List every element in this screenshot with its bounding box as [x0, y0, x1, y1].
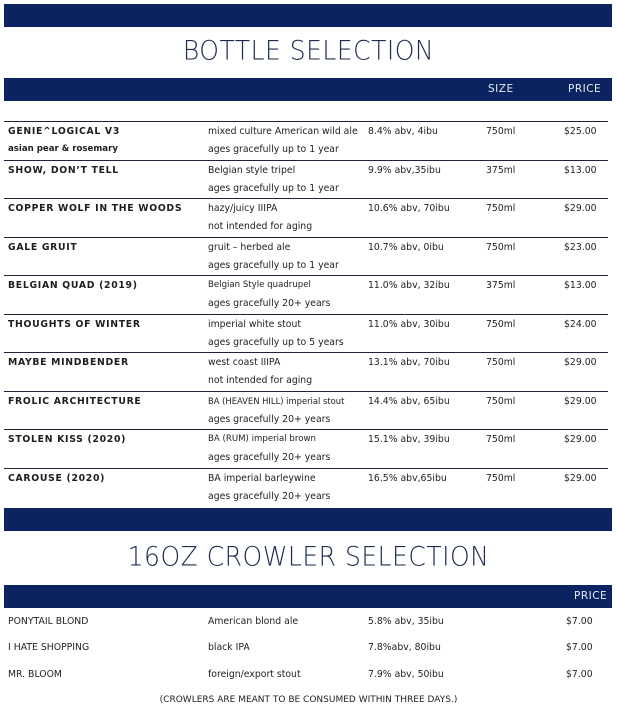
beer-price: $29.00 [564, 434, 597, 445]
beer-price: $7.00 [566, 616, 593, 627]
beer-size: 750ml [486, 472, 516, 484]
bottle-section-title: BOTTLE SELECTION [182, 34, 435, 67]
beer-name: BELGIAN QUAD (2019) [8, 280, 138, 291]
beer-size: 750ml [486, 357, 516, 368]
beer-style: imperial white stout [208, 318, 302, 330]
beer-aging: not intended for aging [208, 375, 313, 386]
crowler-row [4, 669, 608, 695]
beer-price: $29.00 [564, 203, 597, 214]
beer-style: American blond ale [208, 616, 299, 627]
beer-size: 375ml [486, 280, 516, 291]
crowler-header-bar [4, 585, 612, 608]
beer-abv: 11.0% abv, 32ibu [368, 280, 450, 291]
beer-abv: 7.8%abv, 80ibu [368, 642, 441, 653]
beer-name: THOUGHTS OF WINTER [8, 318, 141, 330]
beer-price: $24.00 [564, 318, 597, 330]
bottle-row [4, 237, 608, 276]
price-column-header: PRICE [568, 83, 602, 95]
beer-price: $29.00 [564, 357, 597, 368]
bottle-row [4, 121, 608, 160]
beer-size: 750ml [486, 395, 516, 407]
beer-aging: ages gracefully up to 1 year [208, 259, 339, 271]
beer-name: PONYTAIL BLOND [8, 616, 89, 627]
beer-aging: ages gracefully 20+ years [208, 452, 331, 463]
beer-style: foreign/export stout [208, 669, 301, 680]
beer-name: SHOW, DON’T TELL [8, 164, 119, 176]
beer-name: GENIE^LOGICAL V3 [8, 126, 120, 137]
crowler-row [4, 642, 608, 668]
beer-abv: 14.4% abv, 65ibu [368, 395, 450, 407]
size-column-header: SIZE [488, 83, 514, 95]
crowler-section-title: 16OZ CROWLER SELECTION [127, 540, 490, 573]
beer-size: 750ml [486, 241, 516, 253]
beer-abv: 13.1% abv, 70ibu [368, 357, 450, 368]
beer-abv: 10.7% abv, 0ibu [368, 241, 444, 253]
beer-size: 750ml [486, 434, 516, 445]
beer-price: $29.00 [564, 395, 597, 407]
beer-aging: ages gracefully up to 5 years [208, 336, 344, 348]
bottle-row [4, 275, 608, 314]
beer-name: GALE GRUIT [8, 241, 78, 253]
bottle-row [4, 352, 608, 391]
bottle-row [4, 429, 608, 468]
bottle-header-bar [4, 78, 612, 101]
beer-abv: 7.9% abv, 50ibu [368, 669, 444, 680]
beer-aging: ages gracefully 20+ years [208, 413, 331, 425]
bottle-row [4, 198, 608, 237]
beer-style: BA (HEAVEN HILL) imperial stout [208, 395, 345, 406]
beer-abv: 8.4% abv, 4ibu [368, 126, 438, 137]
beer-abv: 10.6% abv, 70ibu [368, 203, 450, 214]
beer-price: $23.00 [564, 241, 597, 253]
beer-name: FROLIC ARCHITECTURE [8, 395, 142, 407]
beer-price: $13.00 [564, 280, 597, 291]
beer-style: black IPA [208, 642, 250, 653]
top-banner-bar [4, 4, 612, 27]
beer-size: 750ml [486, 126, 516, 137]
beer-style: Belgian Style quadrupel [208, 280, 311, 290]
beer-price: $29.00 [564, 472, 597, 484]
beer-size: 750ml [486, 203, 516, 214]
beer-style: gruit – herbed ale [208, 241, 291, 253]
crowler-row [4, 616, 608, 642]
beer-name: COPPER WOLF IN THE WOODS [8, 203, 183, 214]
beer-aging: ages gracefully up to 1 year [208, 144, 339, 155]
beer-style: mixed culture American wild ale [208, 126, 358, 137]
bottle-row [4, 468, 608, 507]
beer-size: 375ml [486, 164, 516, 176]
beer-name: CAROUSE (2020) [8, 472, 106, 484]
price-column-header: PRICE [574, 590, 608, 602]
bottle-row [4, 314, 608, 353]
beer-name: I HATE SHOPPING [8, 642, 90, 653]
beer-aging: ages gracefully 20+ years [208, 298, 331, 309]
beer-abv: 16.5% abv,65ibu [368, 472, 447, 484]
beer-size: 750ml [486, 318, 516, 330]
beer-aging: ages gracefully 20+ years [208, 490, 331, 502]
beer-abv: 5.8% abv, 35ibu [368, 616, 444, 627]
beer-name: MR. BLOOM [8, 669, 62, 680]
crowler-consumption-note: (CROWLERS ARE MEANT TO BE CONSUMED WITHIN THREE DAYS.) [159, 695, 458, 705]
beer-price: $25.00 [564, 126, 597, 137]
beer-abv: 15.1% abv, 39ibu [368, 434, 450, 445]
bottle-row [4, 391, 608, 430]
beer-name: STOLEN KISS (2020) [8, 434, 127, 445]
beer-price: $13.00 [564, 164, 597, 176]
beer-abv: 9.9% abv,35ibu [368, 164, 441, 176]
bottle-row [4, 160, 608, 199]
section-divider-bar [4, 508, 612, 531]
beer-style: west coast IIIPA [208, 357, 281, 368]
beer-price: $7.00 [566, 669, 593, 680]
beer-style: Belgian style tripel [208, 164, 296, 176]
beer-subtitle: asian pear & rosemary [8, 144, 118, 154]
beer-aging: ages gracefully up to 1 year [208, 182, 339, 194]
beer-abv: 11.0% abv, 30ibu [368, 318, 450, 330]
beer-name: MAYBE MINDBENDER [8, 357, 129, 368]
beer-style: hazy/juicy IIIPA [208, 203, 278, 214]
beer-aging: not intended for aging [208, 221, 313, 232]
beer-style: BA (RUM) imperial brown [208, 434, 316, 444]
beer-price: $7.00 [566, 642, 593, 653]
beer-style: BA imperial barleywine [208, 472, 316, 484]
